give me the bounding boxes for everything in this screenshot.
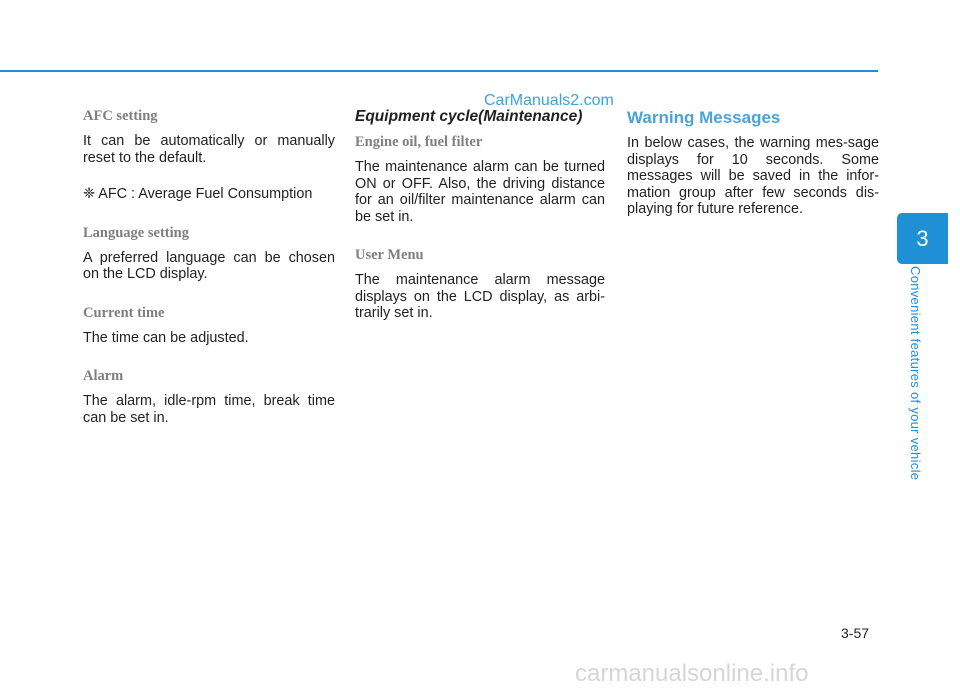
warning-messages-heading: Warning Messages: [627, 108, 781, 127]
column-2: [355, 108, 605, 322]
column-1: [83, 108, 335, 426]
watermark-bottom: carmanualsonline.info: [575, 660, 809, 687]
user-menu-text: The maintenance alarm message displays on the LCD display, as arbi-trarily set in.: [355, 272, 605, 321]
warning-messages-text: In below cases, the warning mes-sage displays for 10 seconds. Some messages will be saved in the infor-mation group after few seconds dis-playing for future reference.: [627, 135, 879, 217]
engine-oil-heading: Engine oil, fuel filter: [355, 134, 483, 150]
watermark-top: CarManuals2.com: [484, 92, 614, 109]
chapter-title: Convenient features of your vehicle: [908, 266, 923, 481]
current-time-heading: Current time: [83, 304, 165, 321]
engine-oil-text: The maintenance alarm can be turned ON or OFF. Also, the driving distance for an oil/filter maintenance alarm can be set in.: [355, 159, 605, 225]
header-rule: [0, 70, 878, 72]
afc-text: It can be automatically or manually reset to the default.: [83, 133, 335, 166]
afc-heading: AFC setting: [83, 108, 158, 124]
chapter-tab: 3: [897, 213, 948, 264]
column-3: [627, 108, 879, 218]
language-heading: Language setting: [83, 224, 189, 241]
alarm-text: The alarm, idle-rpm time, break time can be set in.: [83, 393, 335, 426]
alarm-heading: Alarm: [83, 368, 124, 384]
page-number: 3-57: [841, 625, 870, 641]
user-menu-heading: User Menu: [355, 247, 424, 263]
afc-note: ❈ AFC : Average Fuel Consumption: [83, 186, 313, 202]
language-text: A preferred language can be chosen on the LCD display.: [83, 249, 335, 282]
current-time-text: The time can be adjusted.: [83, 329, 249, 346]
maintenance-section-heading: Equipment cycle(Maintenance): [355, 108, 583, 125]
